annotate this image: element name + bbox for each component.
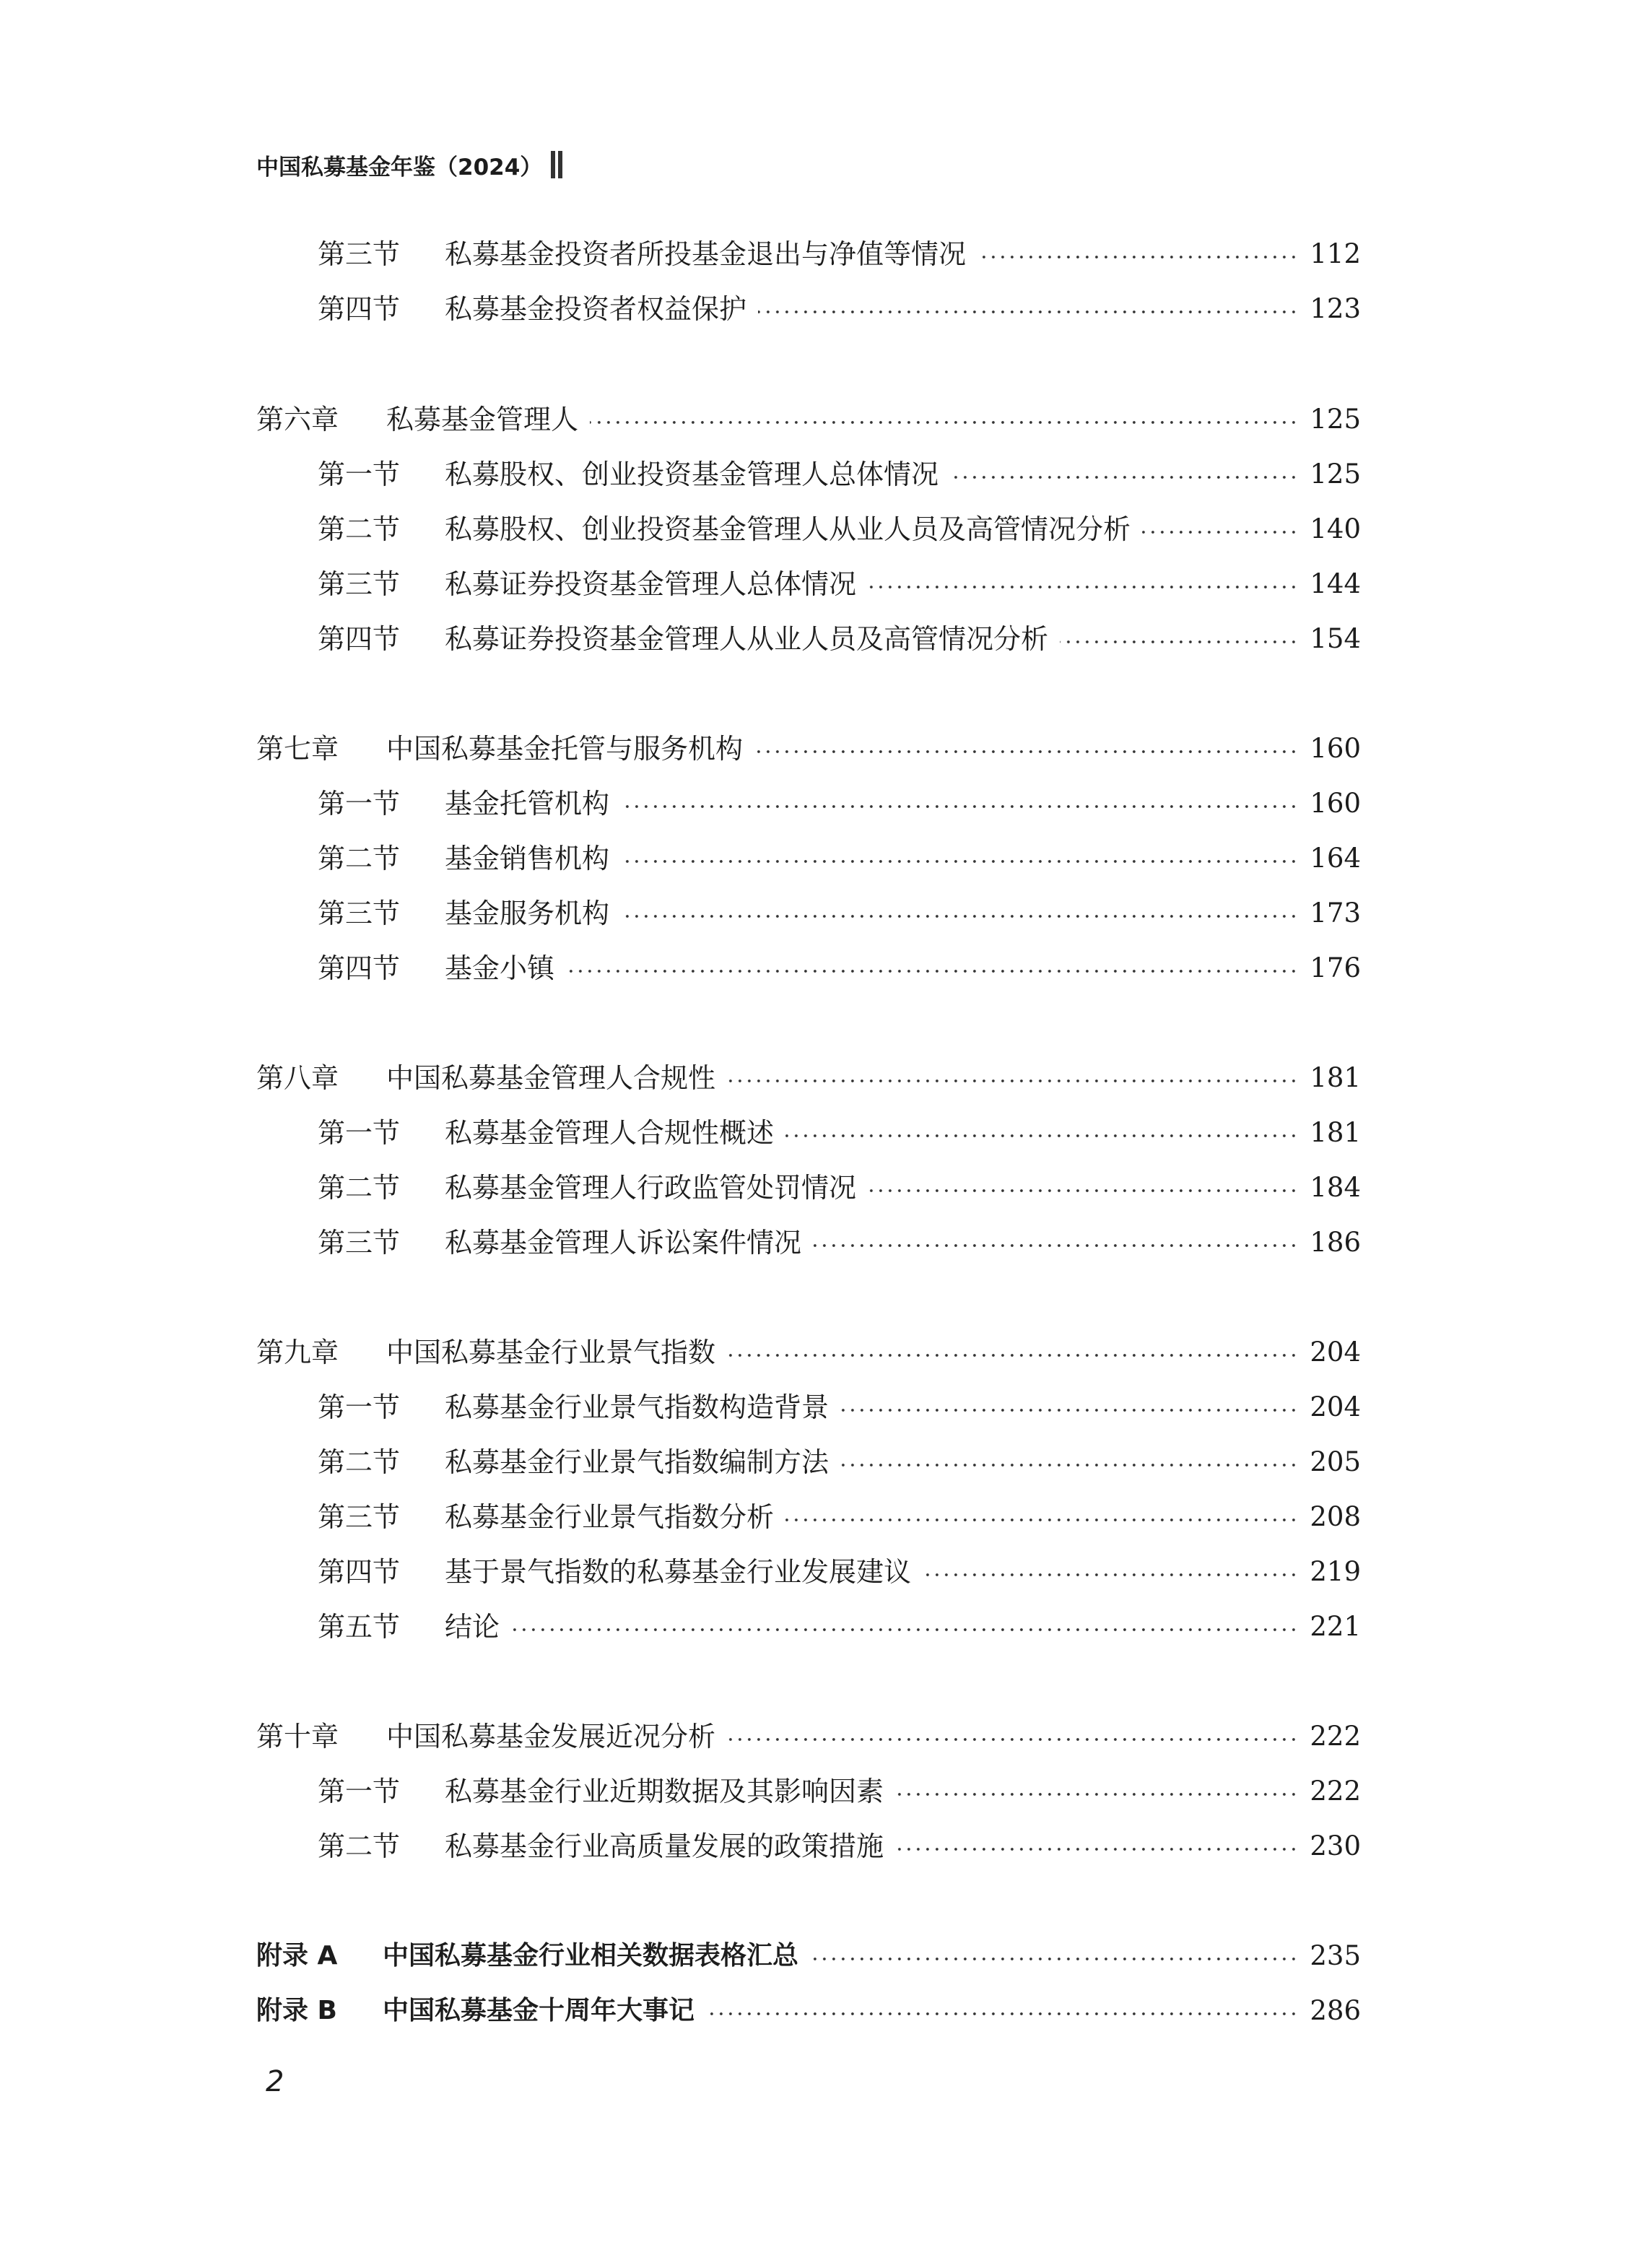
toc-title: 基金托管机构 [445, 788, 610, 820]
toc-label: 第五节 [318, 1611, 401, 1643]
toc-page-number: 219 [1310, 1556, 1361, 1587]
toc-page-number: 184 [1310, 1172, 1361, 1203]
toc-section-entry[interactable] [318, 1384, 1361, 1430]
toc-page-number: 186 [1310, 1227, 1361, 1258]
toc-title: 私募基金投资者权益保护 [445, 293, 747, 325]
toc-leader-dots [810, 1958, 1298, 1960]
toc-leader-dots [840, 1464, 1298, 1467]
toc-section-entry[interactable] [318, 945, 1361, 991]
toc-page-number: 160 [1310, 733, 1361, 764]
header-title: 中国私募基金年鉴（2024） [256, 154, 543, 181]
toc-leader-dots [785, 1518, 1298, 1521]
toc-leader-dots [950, 476, 1298, 479]
toc-page-number: 204 [1310, 1391, 1361, 1422]
toc-section-entry[interactable] [318, 1439, 1361, 1485]
toc-section-entry[interactable] [318, 1165, 1361, 1211]
toc-section-entry[interactable] [318, 451, 1361, 498]
toc-page-number: 164 [1310, 843, 1361, 874]
toc-leader-dots [1142, 531, 1298, 534]
toc-page-number: 222 [1310, 1721, 1361, 1752]
toc-leader-dots [590, 421, 1298, 424]
toc-label: 第七章 [256, 733, 339, 765]
toc-section-entry[interactable] [318, 890, 1361, 937]
toc-page-number: 173 [1310, 898, 1361, 929]
toc-page-number: 221 [1310, 1611, 1361, 1642]
toc-appendix-entry[interactable] [256, 1988, 1361, 2034]
toc-page-number: 208 [1310, 1501, 1361, 1532]
toc-label: 第一节 [318, 1391, 401, 1423]
toc-title: 结论 [445, 1611, 500, 1643]
footer-page-number: 2 [266, 2065, 284, 2098]
toc-page-number: 205 [1310, 1446, 1361, 1477]
running-header [256, 150, 565, 179]
toc-leader-dots [621, 860, 1298, 863]
toc-title: 私募基金行业景气指数编制方法 [445, 1446, 830, 1478]
toc-title: 中国私募基金管理人合规性 [386, 1062, 716, 1094]
toc-title: 私募基金行业近期数据及其影响因素 [445, 1776, 884, 1807]
toc-leader-dots [727, 1738, 1298, 1741]
toc-leader-dots [727, 1354, 1298, 1357]
toc-label: 第三节 [318, 568, 401, 600]
toc-leader-dots [566, 970, 1298, 973]
toc-page-number: 125 [1310, 459, 1361, 490]
toc-title: 私募基金投资者所投基金退出与净值等情况 [445, 238, 967, 270]
toc-title: 私募证券投资基金管理人从业人员及高管情况分析 [445, 623, 1049, 655]
toc-title: 中国私募基金行业相关数据表格汇总 [383, 1941, 799, 1971]
toc-label: 第四节 [318, 293, 401, 325]
toc-page-number: 204 [1310, 1337, 1361, 1368]
toc-title: 基金小镇 [445, 952, 555, 984]
toc-section-entry[interactable] [318, 561, 1361, 607]
toc-title: 基金销售机构 [445, 843, 610, 874]
toc-leader-dots [923, 1573, 1298, 1576]
toc-label: 第一节 [318, 459, 401, 490]
toc-label: 第四节 [318, 952, 401, 984]
toc-leader-dots [840, 1409, 1298, 1412]
toc-appendix-entry[interactable] [256, 1933, 1361, 1979]
toc-leader-dots [621, 915, 1298, 918]
toc-leader-dots [621, 805, 1298, 808]
toc-label: 第一节 [318, 1117, 401, 1149]
toc-page-number: 181 [1310, 1062, 1361, 1093]
toc-section-entry[interactable] [318, 1110, 1361, 1156]
toc-leader-dots [868, 586, 1298, 588]
toc-title: 基于景气指数的私募基金行业发展建议 [445, 1556, 912, 1588]
toc-label: 附录 A [256, 1941, 338, 1971]
toc-title: 中国私募基金托管与服务机构 [386, 733, 744, 765]
toc-label: 第四节 [318, 623, 401, 655]
toc-page-number: 160 [1310, 788, 1361, 819]
toc-page-number: 140 [1310, 513, 1361, 544]
toc-label: 第三节 [318, 898, 401, 929]
toc-page-number: 144 [1310, 568, 1361, 599]
toc-title: 中国私募基金十周年大事记 [383, 1996, 695, 2025]
toc-label: 第三节 [318, 1227, 401, 1259]
toc-page-number: 222 [1310, 1776, 1361, 1807]
toc-page-number: 230 [1310, 1830, 1361, 1861]
toc-section-entry[interactable] [318, 1768, 1361, 1815]
toc-title: 私募证券投资基金管理人总体情况 [445, 568, 857, 600]
toc-label: 第四节 [318, 1556, 401, 1588]
toc-label: 附录 B [256, 1996, 337, 2025]
toc-title: 私募基金管理人诉讼案件情况 [445, 1227, 802, 1259]
toc-title: 私募基金行业高质量发展的政策措施 [445, 1830, 884, 1862]
toc-title: 私募基金管理人合规性概述 [445, 1117, 775, 1149]
toc-title: 私募股权、创业投资基金管理人从业人员及高管情况分析 [445, 513, 1131, 545]
toc-page-number: 181 [1310, 1117, 1361, 1148]
toc-label: 第六章 [256, 404, 339, 435]
toc-section-entry[interactable] [318, 1494, 1361, 1540]
toc-title: 私募基金管理人行政监管处罚情况 [445, 1172, 857, 1204]
header-bar-ornament [551, 151, 565, 178]
toc-leader-dots [895, 1848, 1298, 1851]
toc-page-number: 176 [1310, 952, 1361, 983]
toc-label: 第二节 [318, 1446, 401, 1478]
toc-section-entry[interactable] [318, 286, 1361, 332]
toc-chapter-entry[interactable] [256, 396, 1361, 443]
toc-section-entry[interactable] [318, 781, 1361, 827]
toc-label: 第二节 [318, 1172, 401, 1204]
toc-section-entry[interactable] [318, 1604, 1361, 1650]
toc-title: 中国私募基金发展近况分析 [386, 1721, 716, 1752]
toc-leader-dots [785, 1134, 1298, 1137]
toc-chapter-entry[interactable] [256, 726, 1361, 772]
toc-label: 第二节 [318, 513, 401, 545]
toc-label: 第一节 [318, 788, 401, 820]
toc-leader-dots [511, 1628, 1298, 1631]
toc-leader-dots [758, 310, 1298, 313]
toc-label: 第三节 [318, 1501, 401, 1533]
toc-label: 第二节 [318, 1830, 401, 1862]
toc-label: 第十章 [256, 1721, 339, 1752]
toc-label: 第九章 [256, 1337, 339, 1368]
toc-page-number: 125 [1310, 404, 1361, 435]
toc-leader-dots [895, 1793, 1298, 1796]
toc-page-number: 235 [1310, 1940, 1361, 1971]
toc-page-number: 123 [1310, 293, 1361, 324]
toc-label: 第一节 [318, 1776, 401, 1807]
toc-title: 中国私募基金行业景气指数 [386, 1337, 716, 1368]
toc-leader-dots [706, 2012, 1298, 2015]
toc-title: 私募基金行业景气指数构造背景 [445, 1391, 830, 1423]
toc-label: 第三节 [318, 238, 401, 270]
toc-section-entry[interactable] [318, 835, 1361, 882]
toc-chapter-entry[interactable] [256, 1329, 1361, 1376]
toc-section-entry[interactable] [318, 506, 1361, 552]
toc-leader-dots [1060, 640, 1298, 643]
toc-title: 私募股权、创业投资基金管理人总体情况 [445, 459, 939, 490]
toc-leader-dots [727, 1079, 1298, 1082]
toc-label: 第二节 [318, 843, 401, 874]
toc-section-entry[interactable] [318, 231, 1361, 277]
toc-chapter-entry[interactable] [256, 1713, 1361, 1760]
toc-leader-dots [978, 256, 1298, 258]
toc-section-entry[interactable] [318, 1823, 1361, 1869]
toc-title: 私募基金管理人 [386, 404, 579, 435]
toc-page-number: 286 [1310, 1995, 1361, 2026]
toc-leader-dots [754, 750, 1298, 753]
toc-leader-dots [813, 1244, 1298, 1247]
toc-leader-dots [868, 1189, 1298, 1192]
toc-chapter-entry[interactable] [256, 1055, 1361, 1101]
toc-title: 基金服务机构 [445, 898, 610, 929]
toc-page-number: 154 [1310, 623, 1361, 654]
toc-section-entry[interactable] [318, 1549, 1361, 1595]
toc-title: 私募基金行业景气指数分析 [445, 1501, 775, 1533]
toc-label: 第八章 [256, 1062, 339, 1094]
toc-page-number: 112 [1310, 238, 1361, 269]
toc-section-entry[interactable] [318, 616, 1361, 662]
toc-section-entry[interactable] [318, 1220, 1361, 1266]
